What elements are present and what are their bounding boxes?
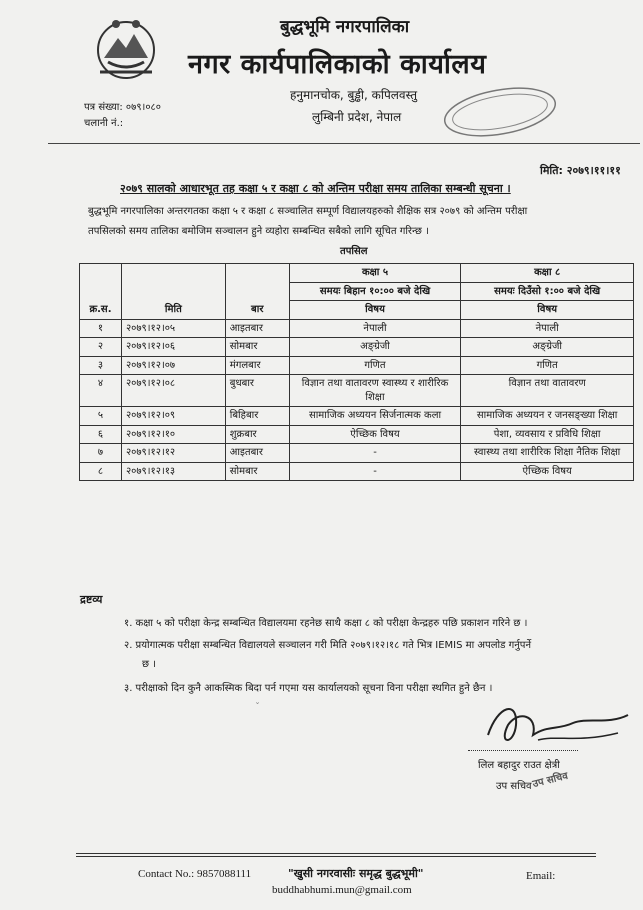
cell-class-8-subject: गणित bbox=[461, 356, 634, 375]
cell-class-5-subject: - bbox=[289, 444, 461, 463]
cell-sn: ३ bbox=[80, 356, 122, 375]
header-sn: क्र.स. bbox=[80, 264, 122, 320]
cell-day: सोमबार bbox=[225, 462, 289, 481]
table-row bbox=[80, 425, 634, 444]
cell-date: २०७९।१२।०९ bbox=[121, 407, 225, 426]
signatory-title: उप सचिव bbox=[496, 781, 532, 792]
table-row bbox=[80, 444, 634, 463]
email-address: buddhabhumi.mun@gmail.com bbox=[272, 884, 412, 896]
note-item-2: २. प्रयोगात्मक परीक्षा सम्बन्धित विद्यालयले सञ्चालन गरी मिति २०७९।१२।१८ गते भित्र IEMIS मा अपलोड गर्नुपर्ने bbox=[124, 640, 532, 651]
table-row bbox=[80, 462, 634, 481]
cell-sn: ५ bbox=[80, 407, 122, 426]
cell-class-5-subject: नेपाली bbox=[289, 319, 461, 338]
address-line-2: लुम्बिनी प्रदेश, नेपाल bbox=[312, 110, 402, 124]
email-label: Email: bbox=[526, 870, 556, 882]
cell-class-5-subject: सामाजिक अध्ययन सिर्जनात्मक कला bbox=[289, 407, 461, 426]
note-item-2-continued: छ । bbox=[142, 659, 156, 670]
handwritten-signature bbox=[478, 695, 638, 755]
designation-stamp: उप सचिव bbox=[531, 770, 570, 791]
notice-body-line-1: बुद्धभूमि नगरपालिका अन्तरगतका कक्षा ५ र कक्षा ८ सञ्चालित सम्पूर्ण विद्यालयहरुको शैक्षिक सत्र २०७९ को अन्तिम परीक्षा bbox=[88, 206, 528, 217]
header-subject-class-8: विषय bbox=[461, 301, 634, 320]
cell-class-8-subject: नेपाली bbox=[461, 319, 634, 338]
office-stamp-icon bbox=[430, 86, 560, 138]
notice-date: मिति: २०७९।११।११ bbox=[540, 164, 621, 177]
cell-class-8-subject: अङ्ग्रेजी bbox=[461, 338, 634, 357]
header-subject-class-5: विषय bbox=[289, 301, 461, 320]
table-row bbox=[80, 338, 634, 357]
header-time-class-8: समयः दिउँसो १:०० बजे देखि bbox=[461, 282, 634, 301]
reference-number: पत्र संख्या: ०७९।०८० bbox=[84, 102, 161, 113]
municipality-name: बुद्धभूमि नगरपालिका bbox=[280, 17, 410, 37]
cell-date: २०७९।१२।०५ bbox=[121, 319, 225, 338]
note-item-1: १. कक्षा ५ को परीक्षा केन्द्र सम्बन्धित विद्यालयमा रहनेछ साथै कक्षा ८ को परीक्षा केन्द्रहरु पछि प्रकाशन गरिने छ । bbox=[124, 618, 528, 629]
tapasil-label: तपसिल bbox=[340, 246, 368, 257]
cell-sn: ४ bbox=[80, 375, 122, 407]
cell-date: २०७९।१२।१२ bbox=[121, 444, 225, 463]
signatory-name: लिल बहादुर राउत क्षेत्री bbox=[478, 760, 560, 771]
cell-date: २०७९।१२।०७ bbox=[121, 356, 225, 375]
note-item-3: ३. परीक्षाको दिन कुनै आकस्मिक बिदा पर्न गएमा यस कार्यालयको सूचना विना परीक्षा स्थगित हुने छैन । bbox=[124, 683, 493, 694]
address-line-1: हनुमानचोक, बुड्ढी, कपिलवस्तु bbox=[290, 88, 418, 102]
cell-class-8-subject: पेशा, व्यवसाय र प्रविधि शिक्षा bbox=[461, 425, 634, 444]
header-time-class-5: समयः बिहान १०:०० बजे देखि bbox=[289, 282, 461, 301]
cell-day: बुधबार bbox=[225, 375, 289, 407]
cell-sn: २ bbox=[80, 338, 122, 357]
cell-date: २०७९।१२।१३ bbox=[121, 462, 225, 481]
notice-subject: २०७९ सालको आधारभूत तह कक्षा ५ र कक्षा ८ को अन्तिम परीक्षा समय तालिका सम्बन्धी सूचना । bbox=[120, 182, 511, 195]
notice-body-line-2: तपसिलको समय तालिका बमोजिम सञ्चालन हुने व्यहोरा सम्बन्धित सबैको लागि सूचित गरिन्छ । bbox=[88, 226, 429, 237]
header-day: बार bbox=[225, 264, 289, 320]
header-class-5: कक्षा ५ bbox=[289, 264, 461, 283]
cell-class-5-subject: - bbox=[289, 462, 461, 481]
cell-class-5-subject: गणित bbox=[289, 356, 461, 375]
signature-line bbox=[468, 750, 578, 751]
header-date: मिति bbox=[121, 264, 225, 320]
cell-date: २०७९।१२।०६ bbox=[121, 338, 225, 357]
cell-day: बिहिबार bbox=[225, 407, 289, 426]
cell-class-8-subject: विज्ञान तथा वातावरण bbox=[461, 375, 634, 407]
office-title: नगर कार्यपालिकाको कार्यालय bbox=[188, 49, 487, 80]
table-row bbox=[80, 407, 634, 426]
table-row bbox=[80, 375, 634, 407]
cell-class-8-subject: स्वास्थ्य तथा शारीरिक शिक्षा नैतिक शिक्षा bbox=[461, 444, 634, 463]
cell-day: आइतबार bbox=[225, 444, 289, 463]
cell-class-8-subject: सामाजिक अध्ययन र जनसङ्ख्या शिक्षा bbox=[461, 407, 634, 426]
cell-class-5-subject: ऐच्छिक विषय bbox=[289, 425, 461, 444]
cell-sn: १ bbox=[80, 319, 122, 338]
cell-day: सोमबार bbox=[225, 338, 289, 357]
cell-date: २०७९।१२।०८ bbox=[121, 375, 225, 407]
cell-day: मंगलबार bbox=[225, 356, 289, 375]
cell-day: शुक्रबार bbox=[225, 425, 289, 444]
table-row bbox=[80, 356, 634, 375]
scribble-mark: ˇ bbox=[255, 702, 260, 713]
cell-class-5-subject: विज्ञान तथा वातावरण स्वास्थ्य र शारीरिक शिक्षा bbox=[289, 375, 461, 407]
cell-class-5-subject: अङ्ग्रेजी bbox=[289, 338, 461, 357]
contact-number: Contact No.: 9857088111 bbox=[138, 868, 252, 880]
cell-class-8-subject: ऐच्छिक विषय bbox=[461, 462, 634, 481]
cell-sn: ८ bbox=[80, 462, 122, 481]
schedule-body bbox=[80, 319, 634, 481]
nepal-emblem-icon bbox=[90, 12, 162, 84]
footer-divider-2 bbox=[76, 856, 596, 857]
cell-day: आइतबार bbox=[225, 319, 289, 338]
exam-schedule-table bbox=[79, 263, 634, 481]
header-class-8: कक्षा ८ bbox=[461, 264, 634, 283]
footer-slogan: "खुसी नगरवासीः समृद्ध बुद्धभूमी" bbox=[288, 867, 424, 880]
cell-sn: ६ bbox=[80, 425, 122, 444]
header-divider bbox=[48, 143, 640, 144]
footer-divider bbox=[76, 853, 596, 854]
table-row bbox=[80, 319, 634, 338]
notes-heading: द्रष्टव्य bbox=[80, 593, 103, 606]
cell-sn: ७ bbox=[80, 444, 122, 463]
cell-date: २०७९।१२।१० bbox=[121, 425, 225, 444]
dispatch-number: चलानी नं.: bbox=[84, 118, 124, 129]
